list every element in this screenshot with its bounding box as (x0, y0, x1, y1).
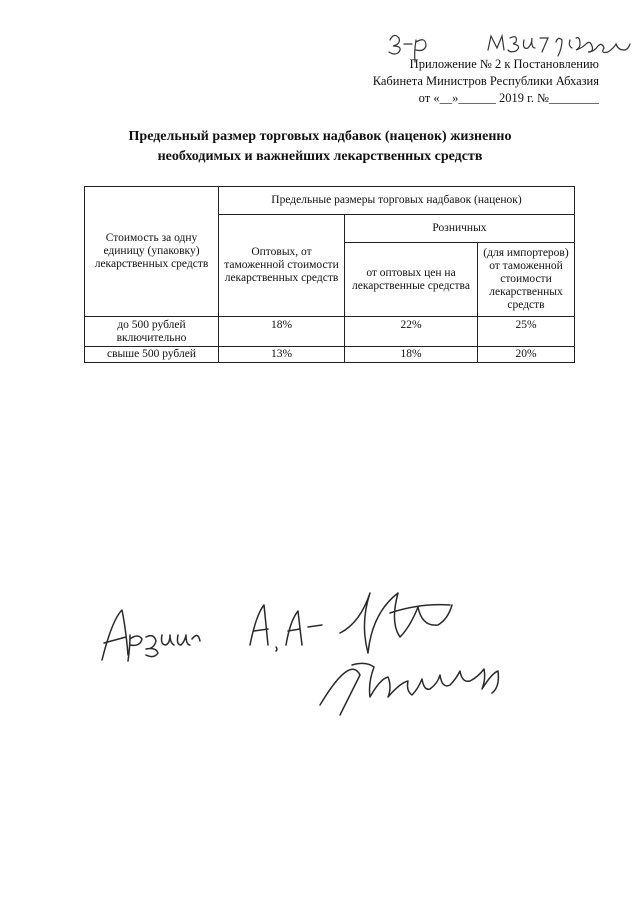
cabinet-label: Кабинета Министров Республики Абхазия (372, 74, 599, 88)
document-header (279, 56, 599, 107)
row-cost-cell: свыше 500 рублей (85, 347, 219, 363)
row-wholesale-cell: 18% (219, 317, 345, 347)
handwritten-signatures (90, 565, 550, 735)
row-retail-wholesale-cell: 18% (345, 347, 478, 363)
appendix-label: Приложение № 2 к Постановлению (409, 57, 599, 71)
limits-header-cell: Предельные размеры торговых надбавок (наценок) (219, 187, 575, 215)
table-row (85, 347, 575, 363)
date-number-line: от «__»______ 2019 г. №________ (418, 91, 599, 105)
row-retail-importers-cell: 20% (478, 347, 575, 363)
document-title (70, 127, 570, 167)
row-retail-importers-cell: 25% (478, 317, 575, 347)
cost-header-cell: Стоимость за одну единицу (упаковку) лекарственных средств (85, 187, 219, 317)
retail-header-cell: Розничных (345, 215, 575, 243)
row-wholesale-cell: 13% (219, 347, 345, 363)
title-line-1: Предельный размер торговых надбавок (наценок) жизненно (128, 129, 512, 144)
retail-importers-header-cell: (для импортеров) от таможенной стоимости лекарственных средств (478, 243, 575, 317)
table-row (85, 317, 575, 347)
markup-table (84, 186, 575, 363)
title-line-2: необходимых и важнейших лекарственных средств (157, 149, 483, 164)
wholesale-header-cell: Оптовых, от таможенной стоимости лекарственных средств (219, 215, 345, 317)
retail-from-wholesale-header-cell: от оптовых цен на лекарственные средства (345, 243, 478, 317)
row-cost-cell: до 500 рублей включительно (85, 317, 219, 347)
row-retail-wholesale-cell: 22% (345, 317, 478, 347)
